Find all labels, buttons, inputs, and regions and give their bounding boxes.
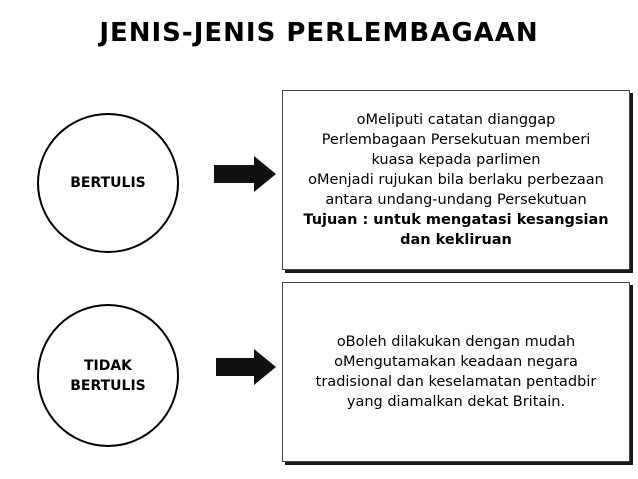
description-line: oMengutamakan keadaan negara bbox=[334, 354, 578, 370]
description-line: oMenjadi rujukan bila berlaku perbezaan bbox=[308, 172, 604, 188]
description-line: Perlembagaan Persekutuan memberi bbox=[321, 132, 591, 148]
purpose-line: Tujuan : untuk mengatasi kesangsian bbox=[303, 212, 609, 228]
arrow-right-icon bbox=[216, 349, 278, 385]
description-line: oMeliputi catatan dianggap bbox=[356, 112, 556, 128]
description-line: tradisional dan keselamatan pentadbir bbox=[315, 374, 597, 390]
description-line: yang diamalkan dekat Britain. bbox=[346, 394, 566, 410]
page-title: JENIS-JENIS PERLEMBAGAAN bbox=[99, 18, 539, 48]
node-tidak-bertulis-label: TIDAK bbox=[83, 357, 133, 374]
description-line: kuasa kepada parlimen bbox=[371, 152, 541, 168]
purpose-line: dan kekliruan bbox=[400, 232, 512, 248]
description-line: antara undang-undang Persekutuan bbox=[325, 192, 587, 208]
node-bertulis-label: BERTULIS bbox=[70, 175, 146, 191]
description-box-tidak-bertulis bbox=[282, 282, 630, 462]
node-tidak-bertulis bbox=[37, 304, 179, 447]
description-line: oBoleh dilakukan dengan mudah bbox=[336, 334, 576, 350]
arrow-right-icon bbox=[214, 156, 278, 192]
description-box-bertulis bbox=[282, 90, 630, 270]
node-tidak-bertulis-label: BERTULIS bbox=[70, 377, 146, 394]
node-bertulis bbox=[37, 113, 179, 253]
